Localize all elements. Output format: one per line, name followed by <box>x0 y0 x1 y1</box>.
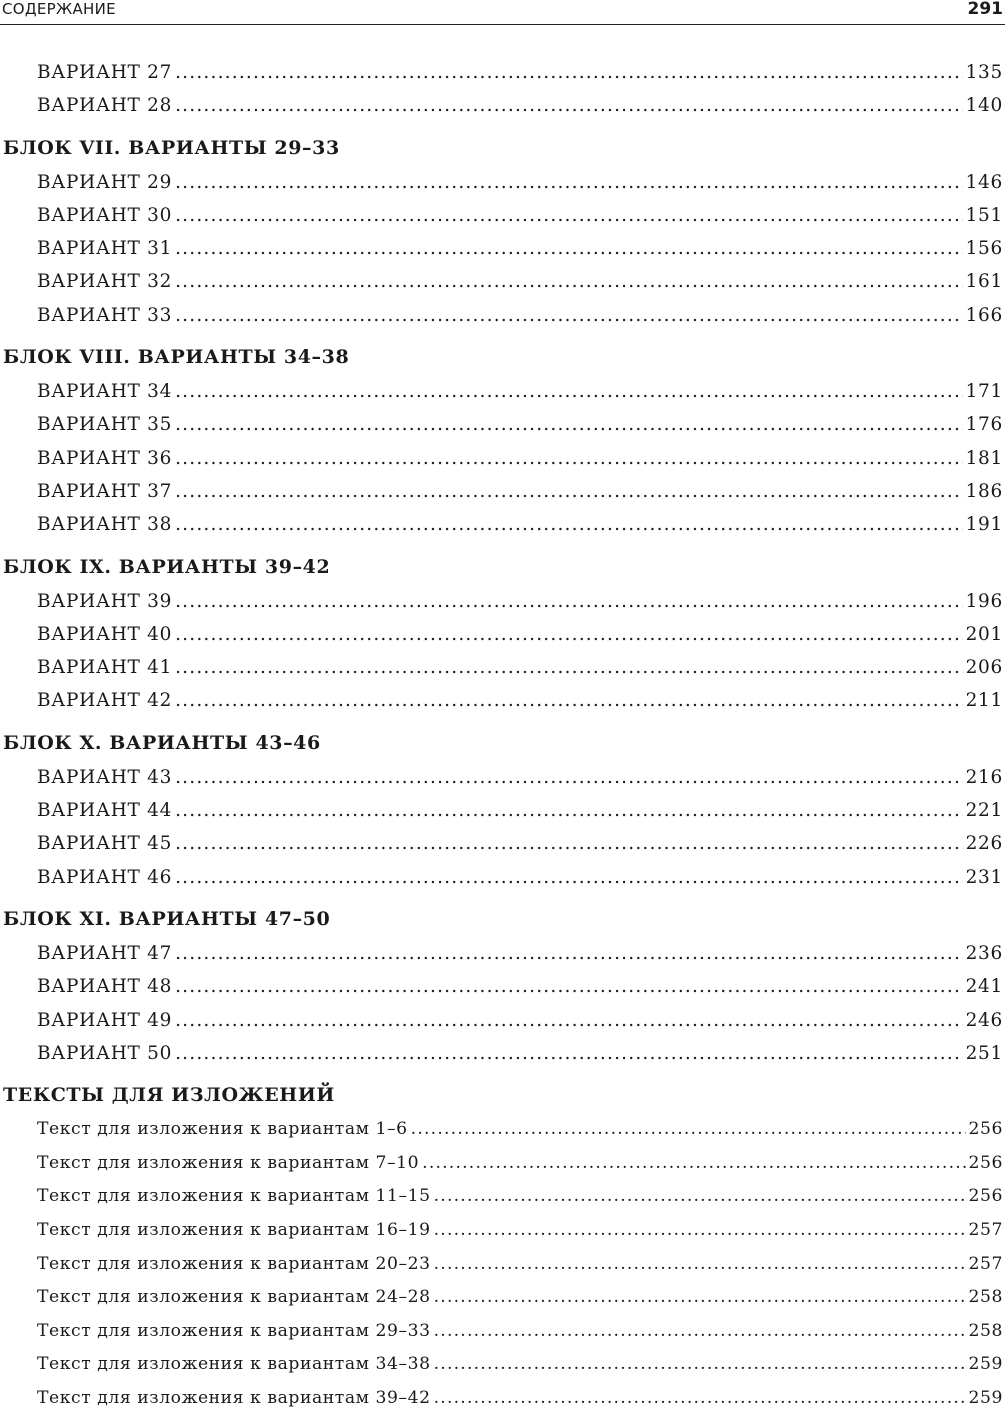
toc-entry[interactable] <box>0 1147 1005 1181</box>
leader-dots <box>434 1348 966 1382</box>
toc-entry-label: ВАРИАНТ 28 <box>37 95 173 117</box>
toc-entry[interactable] <box>0 1248 1005 1282</box>
leader-dots <box>175 299 962 332</box>
leader-dots <box>175 1004 962 1037</box>
leader-dots <box>434 1180 966 1214</box>
toc-entry-page: 258 <box>968 1287 1003 1308</box>
page-number: 291 <box>967 0 1003 19</box>
toc-entry[interactable] <box>0 937 1005 970</box>
toc-entry[interactable] <box>0 1113 1005 1147</box>
toc-entry-label: Текст для изложения к вариантам 20–23 <box>37 1253 431 1274</box>
toc-entry[interactable] <box>0 89 1005 122</box>
toc-entry-label: ВАРИАНТ 33 <box>37 304 173 326</box>
toc-entry-page: 146 <box>965 171 1003 193</box>
leader-dots <box>175 508 962 541</box>
leader-dots <box>175 375 962 408</box>
leader-dots <box>175 232 962 265</box>
toc-entry-label: ВАРИАНТ 31 <box>37 238 173 260</box>
toc-entry-page: 256 <box>968 1152 1003 1173</box>
toc-entry-label: ВАРИАНТ 27 <box>37 62 173 83</box>
toc-entry-label: ВАРИАНТ 30 <box>37 204 173 226</box>
toc-entry[interactable] <box>0 861 1005 894</box>
toc-entry[interactable] <box>0 56 1005 89</box>
running-header <box>0 0 1005 25</box>
leader-dots <box>434 1382 966 1416</box>
leader-dots <box>175 166 962 199</box>
toc-entry-page: 206 <box>965 657 1003 679</box>
leader-dots <box>175 442 962 475</box>
toc-entry[interactable] <box>0 166 1005 199</box>
toc-entry[interactable] <box>0 1315 1005 1349</box>
toc-entry-page: 181 <box>965 447 1003 469</box>
toc-entry-page: 236 <box>965 942 1003 964</box>
toc-entry[interactable] <box>0 1180 1005 1214</box>
section-heading[interactable]: ТЕКСТЫ ДЛЯ ИЗЛОЖЕНИЙ <box>3 1084 335 1107</box>
toc-entry-label: ВАРИАНТ 32 <box>37 271 173 293</box>
toc-entry-page: 259 <box>968 1387 1003 1408</box>
leader-dots <box>175 651 962 684</box>
toc-entry-page: 191 <box>965 514 1003 536</box>
section-heading[interactable]: БЛОК VII. ВАРИАНТЫ 29–33 <box>3 136 340 159</box>
leader-dots <box>175 618 962 651</box>
toc-entry-label: ВАРИАНТ 36 <box>37 447 173 469</box>
toc-entry-page: 140 <box>965 95 1003 117</box>
toc-entry-page: 186 <box>965 480 1003 502</box>
toc-entry-label: ВАРИАНТ 43 <box>37 766 173 788</box>
toc-entry[interactable] <box>0 618 1005 651</box>
running-header-title: СОДЕРЖАНИЕ <box>2 0 116 18</box>
leader-dots <box>175 970 962 1003</box>
leader-dots <box>434 1315 966 1349</box>
toc-entry[interactable] <box>0 585 1005 618</box>
toc-entry-label: ВАРИАНТ 29 <box>37 171 173 193</box>
toc-entry[interactable] <box>0 970 1005 1003</box>
toc-entry[interactable] <box>0 651 1005 684</box>
leader-dots <box>175 684 962 717</box>
toc-entry-label: ВАРИАНТ 41 <box>37 657 173 679</box>
toc-entry-label: ВАРИАНТ 46 <box>37 866 173 888</box>
toc-entry-page: 256 <box>968 1119 1003 1140</box>
toc-entry-page: 258 <box>968 1320 1003 1341</box>
toc-entry-page: 156 <box>965 238 1003 260</box>
toc-entry[interactable] <box>0 827 1005 860</box>
toc-entry[interactable] <box>0 1214 1005 1248</box>
leader-dots <box>175 861 962 894</box>
toc-entry[interactable] <box>0 1004 1005 1037</box>
toc-entry-label: ВАРИАНТ 38 <box>37 514 173 536</box>
leader-dots <box>411 1113 966 1147</box>
toc-entry-label: Текст для изложения к вариантам 24–28 <box>37 1287 431 1308</box>
leader-dots <box>175 408 962 441</box>
toc-entry-page: 151 <box>965 204 1003 226</box>
leader-dots <box>175 794 962 827</box>
toc-entry-label: Текст для изложения к вариантам 1–6 <box>37 1119 408 1140</box>
toc-entry[interactable] <box>0 375 1005 408</box>
toc-entry[interactable] <box>0 761 1005 794</box>
toc-entry[interactable] <box>0 232 1005 265</box>
toc-entry[interactable] <box>0 199 1005 232</box>
toc-entry[interactable] <box>0 1037 1005 1070</box>
toc-entry-page: 246 <box>965 1009 1003 1031</box>
toc-entry-label: ВАРИАНТ 48 <box>37 976 173 998</box>
toc-entry[interactable] <box>0 408 1005 441</box>
toc-entry-label: ВАРИАНТ 35 <box>37 414 173 436</box>
toc-entry-page: 211 <box>965 690 1003 712</box>
leader-dots <box>175 585 962 618</box>
toc-entry[interactable] <box>0 442 1005 475</box>
toc-entry-page: 256 <box>968 1186 1003 1207</box>
section-heading[interactable]: БЛОК XI. ВАРИАНТЫ 47–50 <box>3 907 331 930</box>
toc-entry-page: 257 <box>968 1219 1003 1240</box>
toc-entry-label: Текст для изложения к вариантам 29–33 <box>37 1320 431 1341</box>
leader-dots <box>422 1147 965 1181</box>
section-heading[interactable]: БЛОК X. ВАРИАНТЫ 43–46 <box>3 731 321 754</box>
leader-dots <box>175 89 962 122</box>
toc-entry-label: Текст для изложения к вариантам 7–10 <box>37 1152 420 1173</box>
leader-dots <box>175 937 962 970</box>
toc-entry-page: 171 <box>965 381 1003 403</box>
toc-entry-label: ВАРИАНТ 47 <box>37 942 173 964</box>
toc-entry-label: Текст для изложения к вариантам 34–38 <box>37 1354 431 1375</box>
toc-entry-label: ВАРИАНТ 45 <box>37 833 173 855</box>
section-heading[interactable]: БЛОК VIII. ВАРИАНТЫ 34–38 <box>3 346 350 369</box>
leader-dots <box>175 199 962 232</box>
toc-entry-label: ВАРИАНТ 49 <box>37 1009 173 1031</box>
toc-entry-label: ВАРИАНТ 40 <box>37 623 173 645</box>
toc-entry-label: Текст для изложения к вариантам 16–19 <box>37 1219 431 1240</box>
toc-entry-page: 226 <box>965 833 1003 855</box>
toc-entry[interactable] <box>0 1281 1005 1315</box>
leader-dots <box>175 1037 962 1070</box>
leader-dots <box>175 56 962 89</box>
toc-entry[interactable] <box>0 794 1005 827</box>
leader-dots <box>175 475 962 508</box>
toc-entry-page: 241 <box>965 976 1003 998</box>
toc-entry[interactable] <box>0 1382 1005 1416</box>
table-of-contents <box>0 56 1005 1415</box>
toc-entry[interactable] <box>0 265 1005 298</box>
leader-dots <box>434 1214 966 1248</box>
toc-entry-label: ВАРИАНТ 39 <box>37 590 173 612</box>
toc-entry[interactable] <box>0 508 1005 541</box>
toc-entry-page: 176 <box>965 414 1003 436</box>
toc-entry-label: Текст для изложения к вариантам 39–42 <box>37 1387 431 1408</box>
toc-entry-page: 259 <box>968 1354 1003 1375</box>
toc-entry-page: 196 <box>965 590 1003 612</box>
toc-entry[interactable] <box>0 299 1005 332</box>
section-heading[interactable]: БЛОК IX. ВАРИАНТЫ 39–42 <box>3 555 331 578</box>
leader-dots <box>175 265 962 298</box>
toc-entry-label: ВАРИАНТ 50 <box>37 1042 173 1064</box>
toc-entry-page: 135 <box>965 62 1003 83</box>
toc-entry-label: ВАРИАНТ 44 <box>37 800 173 822</box>
toc-entry-label: Текст для изложения к вариантам 11–15 <box>37 1186 431 1207</box>
toc-entry-page: 251 <box>965 1042 1003 1064</box>
toc-entry[interactable] <box>0 684 1005 717</box>
leader-dots <box>175 827 962 860</box>
toc-entry-page: 166 <box>965 304 1003 326</box>
toc-entry-label: ВАРИАНТ 37 <box>37 480 173 502</box>
leader-dots <box>175 761 962 794</box>
toc-entry-page: 231 <box>965 866 1003 888</box>
toc-entry-page: 216 <box>965 766 1003 788</box>
toc-entry-page: 221 <box>965 800 1003 822</box>
toc-entry[interactable] <box>0 475 1005 508</box>
toc-entry-label: ВАРИАНТ 34 <box>37 381 173 403</box>
toc-entry-label: ВАРИАНТ 42 <box>37 690 173 712</box>
toc-entry-page: 161 <box>965 271 1003 293</box>
leader-dots <box>434 1248 966 1282</box>
leader-dots <box>434 1281 966 1315</box>
toc-entry-page: 257 <box>968 1253 1003 1274</box>
toc-entry-page: 201 <box>965 623 1003 645</box>
toc-entry[interactable] <box>0 1348 1005 1382</box>
